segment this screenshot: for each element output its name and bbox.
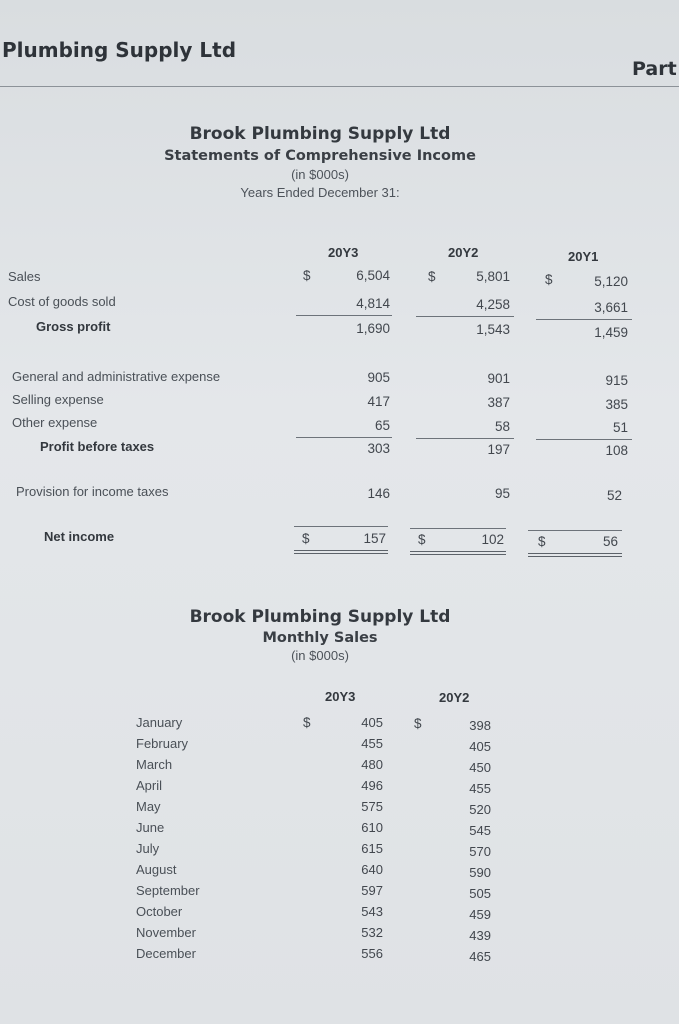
selling-20y3: 417: [367, 394, 390, 409]
dollar-sign: $: [545, 272, 553, 287]
ga-20y2: 901: [487, 371, 510, 386]
month-label: December: [136, 946, 196, 961]
total-rule: [410, 528, 506, 529]
row-label-net-income: Net income: [44, 529, 115, 544]
other-20y1: 51: [612, 420, 628, 435]
income-period: Years Ended December 31:: [240, 185, 400, 200]
other-20y2: 58: [494, 419, 510, 434]
row-label-gross-profit: Gross profit: [36, 319, 111, 334]
total-rule: [294, 526, 388, 527]
month-label: May: [136, 799, 161, 814]
month-value-20y2: 465: [469, 949, 491, 964]
month-value-20y2: 405: [469, 739, 491, 754]
dollar-sign: $: [303, 715, 311, 730]
dollar-sign: $: [303, 268, 311, 283]
month-label: October: [136, 904, 183, 919]
pbt-20y3: 303: [367, 441, 390, 456]
month-value-20y3: 640: [361, 862, 383, 877]
monthly-col-20y2: 20Y2: [439, 690, 470, 705]
double-rule: [528, 556, 622, 557]
month-value-20y3: 496: [361, 778, 383, 793]
row-label-ga-expense: General and administrative expense: [12, 369, 221, 384]
subtotal-rule: [296, 315, 392, 316]
net-income-20y3: 157: [363, 531, 386, 546]
month-value-20y2: 439: [469, 928, 491, 943]
month-label: April: [136, 778, 163, 793]
tax-20y3: 146: [367, 486, 390, 501]
pbt-20y2: 197: [487, 442, 510, 457]
double-rule: [410, 551, 506, 552]
month-label: August: [136, 862, 177, 877]
net-income-20y1: 56: [602, 534, 618, 549]
dollar-sign: $: [302, 531, 310, 546]
month-value-20y2: 398: [469, 718, 491, 733]
month-label: June: [136, 820, 165, 835]
pbt-20y1: 108: [605, 443, 628, 458]
row-label-other-expense: Other expense: [12, 415, 98, 430]
monthly-units: (in $000s): [291, 648, 349, 663]
month-value-20y3: 532: [361, 925, 383, 940]
ga-20y1: 915: [605, 373, 628, 388]
selling-20y1: 385: [605, 397, 628, 412]
gross-profit-20y1: 1,459: [594, 325, 628, 340]
total-rule: [528, 530, 622, 531]
sales-20y2: 5,801: [476, 269, 510, 284]
month-value-20y2: 459: [469, 907, 491, 922]
dollar-sign: $: [414, 716, 422, 731]
monthly-sales-title-block: [160, 607, 480, 663]
month-value-20y2: 545: [469, 823, 491, 838]
month-label: January: [136, 715, 183, 730]
month-label: March: [136, 757, 173, 772]
row-label-cogs: Cost of goods sold: [8, 294, 116, 309]
header-title: Plumbing Supply Ltd: [2, 38, 237, 62]
month-value-20y3: 597: [361, 883, 383, 898]
row-label-sales: Sales: [8, 269, 41, 284]
month-value-20y2: 590: [469, 865, 491, 880]
monthly-company-name: Brook Plumbing Supply Ltd: [189, 607, 451, 627]
month-value-20y3: 556: [361, 946, 383, 961]
sales-20y1: 5,120: [594, 274, 628, 289]
ga-20y3: 905: [367, 370, 390, 385]
gross-profit-20y2: 1,543: [476, 322, 510, 337]
selling-20y2: 387: [487, 395, 510, 410]
monthly-col-20y3: 20Y3: [325, 689, 356, 704]
dollar-sign: $: [418, 532, 426, 547]
cogs-20y3: 4,814: [356, 296, 390, 311]
tax-20y2: 95: [494, 486, 510, 501]
month-value-20y3: 405: [361, 715, 383, 730]
month-label: November: [136, 925, 196, 940]
month-value-20y2: 570: [469, 844, 491, 859]
month-value-20y3: 455: [361, 736, 383, 751]
double-rule: [294, 553, 388, 554]
subtotal-rule: [416, 316, 514, 317]
double-rule: [294, 550, 388, 551]
row-label-selling-expense: Selling expense: [12, 392, 104, 407]
month-value-20y3: 615: [361, 841, 383, 856]
sales-20y3: 6,504: [356, 268, 390, 283]
cogs-20y1: 3,661: [594, 300, 628, 315]
month-value-20y2: 520: [469, 802, 491, 817]
double-rule: [410, 554, 506, 555]
month-value-20y3: 480: [361, 757, 383, 772]
dollar-sign: $: [428, 269, 436, 284]
col-header-20y2: 20Y2: [448, 245, 479, 260]
month-value-20y3: 575: [361, 799, 383, 814]
row-label-profit-before-taxes: Profit before taxes: [40, 439, 155, 454]
col-header-20y3: 20Y3: [328, 245, 359, 260]
income-statement-title: Statements of Comprehensive Income: [164, 148, 476, 164]
month-value-20y3: 610: [361, 820, 383, 835]
col-header-20y1: 20Y1: [568, 249, 599, 264]
cogs-20y2: 4,258: [476, 297, 510, 312]
header-part: Part: [632, 58, 677, 80]
subtotal-rule: [296, 437, 392, 438]
header-divider: [0, 86, 679, 87]
income-company-name: Brook Plumbing Supply Ltd: [189, 124, 451, 144]
income-units: (in $000s): [291, 167, 349, 182]
income-statement-title-block: [120, 124, 520, 200]
tax-20y1: 52: [606, 488, 622, 503]
month-value-20y2: 455: [469, 781, 491, 796]
monthly-sales-title: Monthly Sales: [262, 630, 378, 646]
gross-profit-20y3: 1,690: [356, 321, 390, 336]
row-label-provision-taxes: Provision for income taxes: [16, 484, 169, 499]
subtotal-rule: [416, 438, 514, 439]
month-label: September: [136, 883, 200, 898]
dollar-sign: $: [538, 534, 546, 549]
month-label: July: [136, 841, 160, 856]
double-rule: [528, 553, 622, 554]
other-20y3: 65: [374, 418, 390, 433]
month-value-20y3: 543: [361, 904, 383, 919]
month-label: February: [136, 736, 189, 751]
subtotal-rule: [536, 439, 632, 440]
subtotal-rule: [536, 319, 632, 320]
net-income-20y2: 102: [481, 532, 504, 547]
month-value-20y2: 450: [469, 760, 491, 775]
month-value-20y2: 505: [469, 886, 491, 901]
